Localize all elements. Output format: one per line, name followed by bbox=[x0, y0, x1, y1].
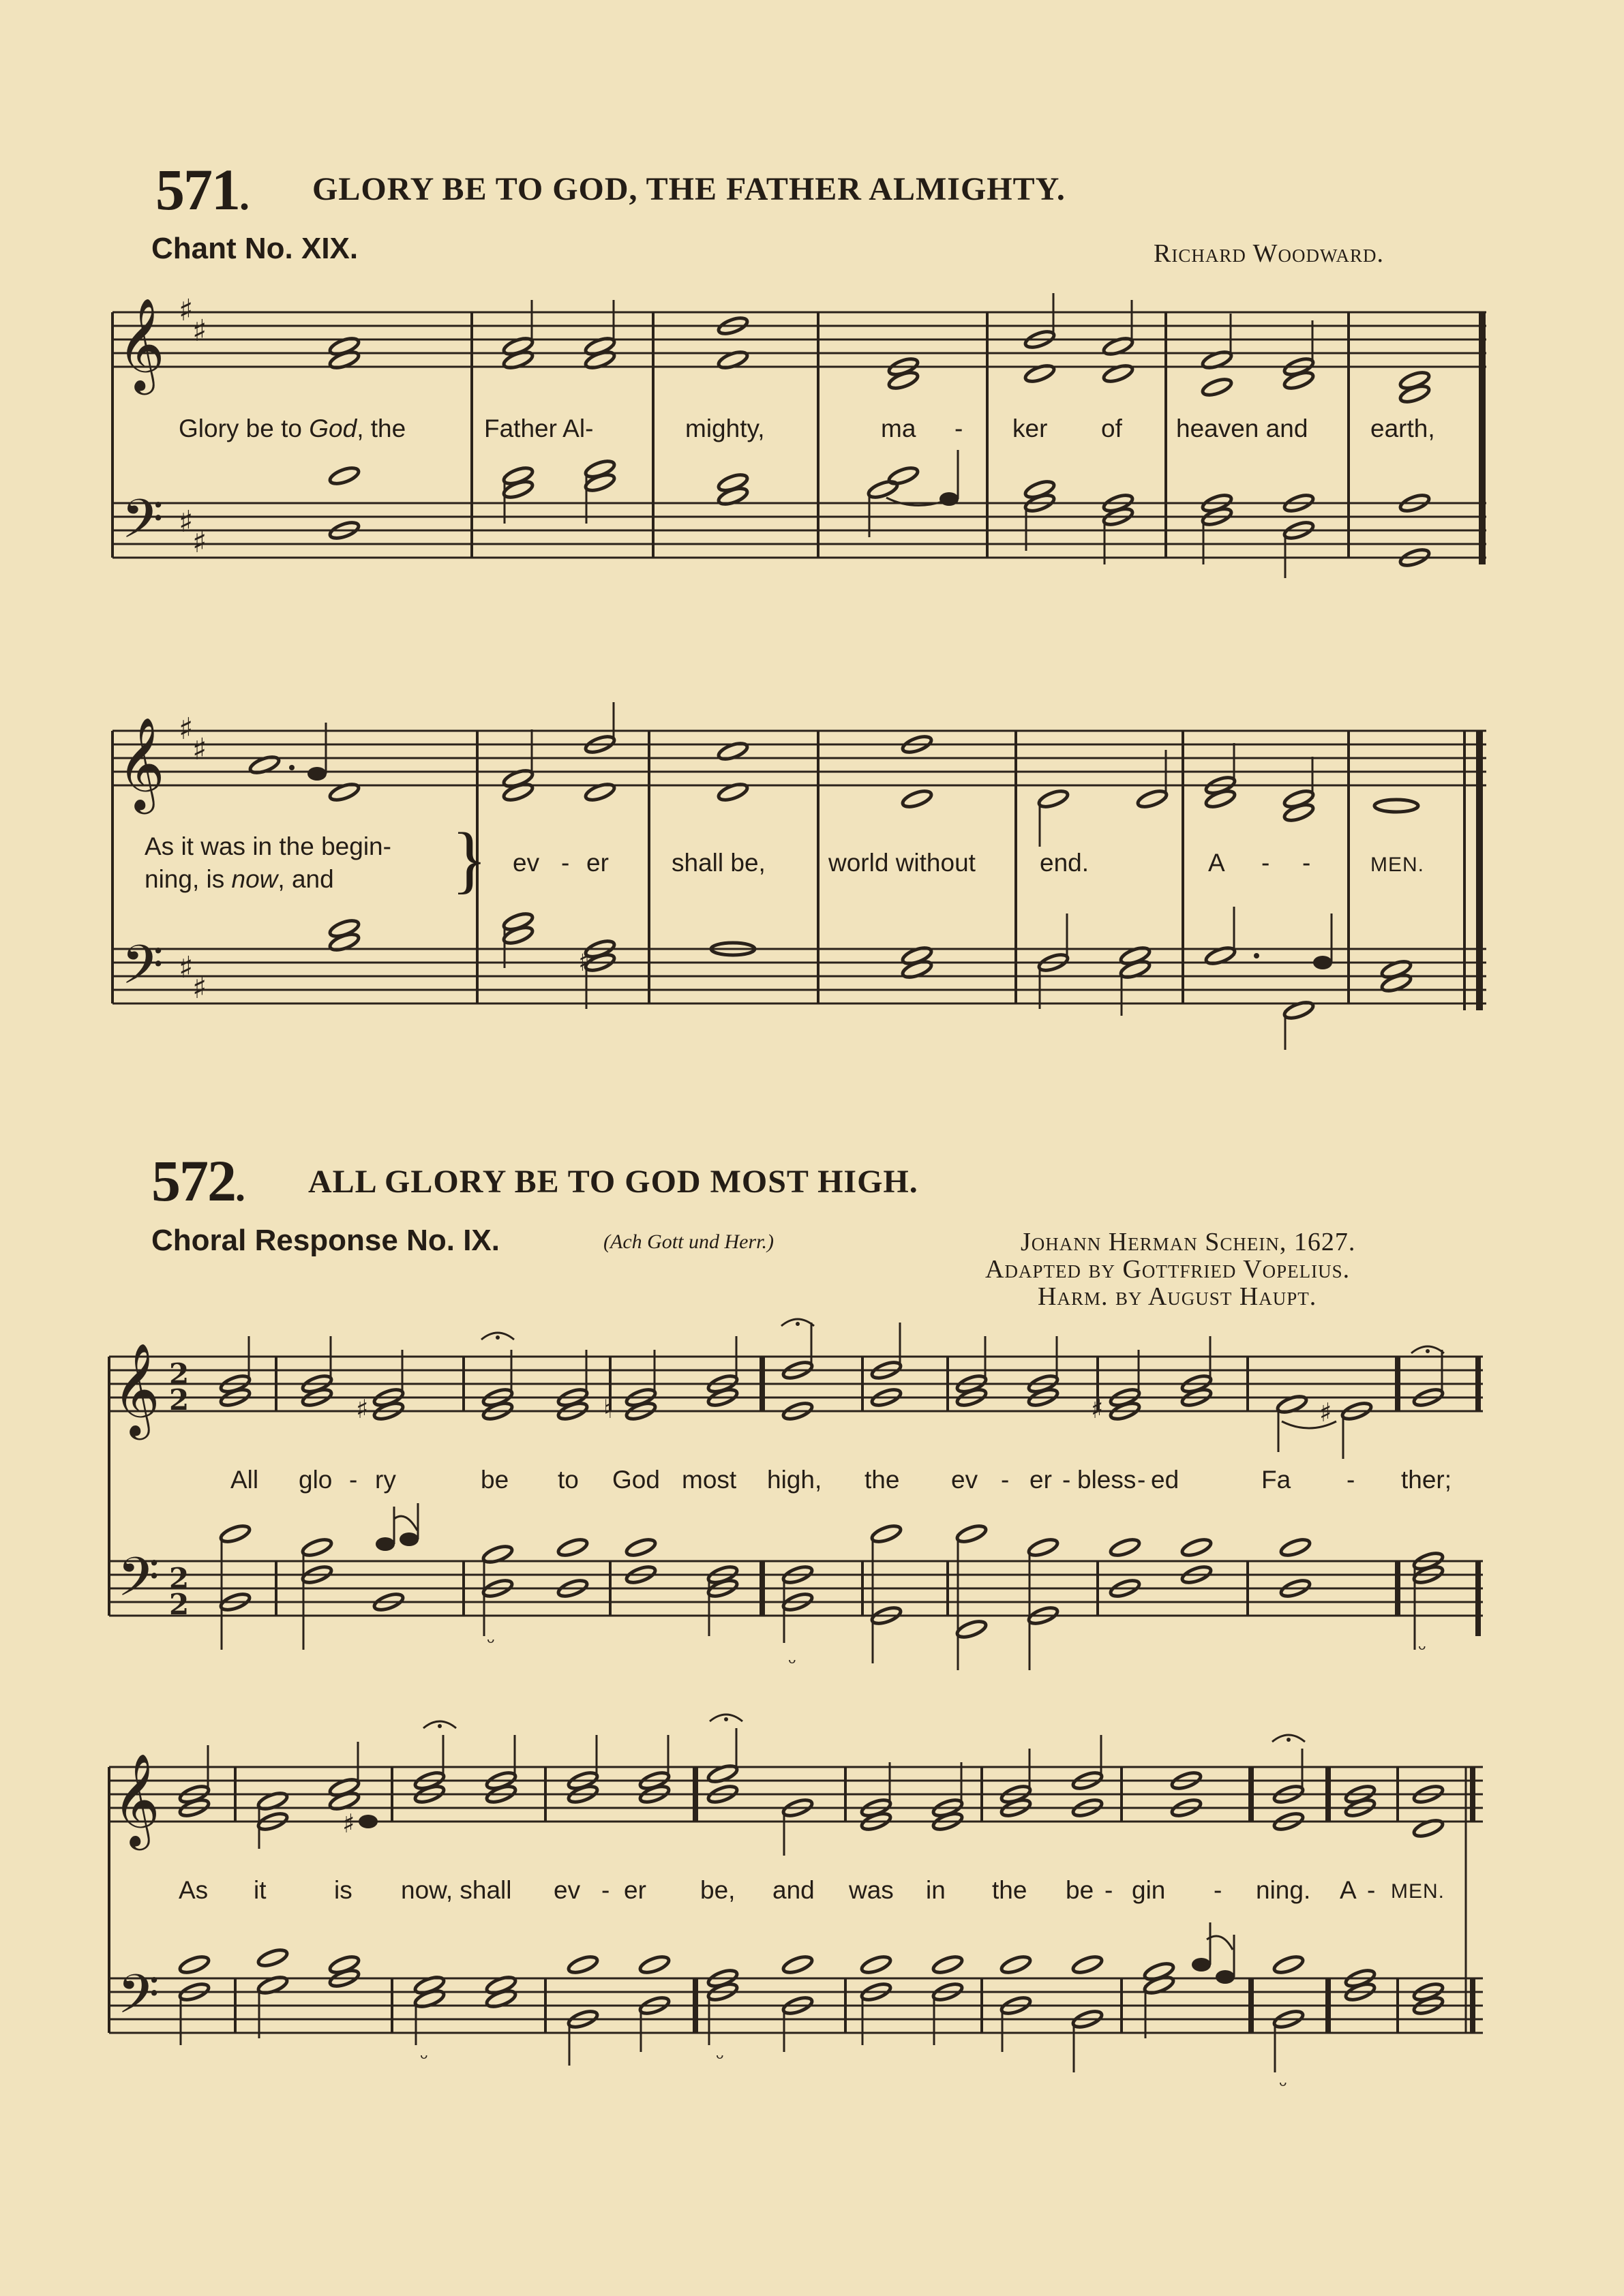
hymn-572-tune: (Ach Gott und Herr.) bbox=[603, 1230, 774, 1253]
lyric-ev: ev bbox=[951, 1466, 978, 1494]
lyric-god: God bbox=[612, 1466, 660, 1494]
svg-text:2: 2 bbox=[169, 1562, 190, 1595]
lyric-all: All bbox=[230, 1466, 259, 1494]
lyric-hyphen: - bbox=[1214, 1876, 1222, 1904]
svg-text:♯: ♯ bbox=[179, 950, 194, 985]
composer-text: Harm. by August Haupt. bbox=[1038, 1282, 1317, 1311]
lyric-as-it-was-block bbox=[145, 830, 465, 896]
lyric-hyphen: - bbox=[1104, 1876, 1113, 1904]
lyric-hyphen: - bbox=[601, 1876, 610, 1904]
lyric-ning: ning. bbox=[1256, 1876, 1311, 1904]
lyric-as: As bbox=[179, 1876, 209, 1904]
lyric-line-2 bbox=[145, 863, 465, 896]
lyric-be: be bbox=[481, 1466, 509, 1494]
lyric-line-1: As it was in the begin- bbox=[145, 832, 391, 860]
lyric-hyphen: - bbox=[1137, 1466, 1146, 1494]
lyric-the: the bbox=[992, 1876, 1027, 1904]
lyric-hyphen: - bbox=[349, 1466, 358, 1494]
lyric-hyphen: - bbox=[1302, 849, 1311, 877]
lyric-fa: Fa bbox=[1261, 1466, 1291, 1494]
lyric-er: er bbox=[586, 849, 609, 877]
hymn-number-text: 572 bbox=[151, 1148, 235, 1213]
lyric-of: of bbox=[1101, 414, 1122, 442]
lyric-in: in bbox=[926, 1876, 946, 1904]
hymn-572-subtitle: Choral Response No. IX. bbox=[151, 1224, 500, 1257]
lyric-hyphen: - bbox=[1347, 1466, 1355, 1494]
svg-text:♮: ♮ bbox=[603, 1394, 613, 1424]
hymn-572-composer-1: Johann Herman Schein, 1627. bbox=[1021, 1228, 1356, 1256]
lyric-text: , the bbox=[357, 414, 406, 442]
lyric-hyphen: - bbox=[1261, 849, 1270, 877]
lyric-mighty: mighty, bbox=[685, 414, 765, 442]
lyric-high: high, bbox=[767, 1466, 822, 1494]
lyric-ed: ed bbox=[1151, 1466, 1179, 1494]
lyric-now-shall: now, shall bbox=[401, 1876, 512, 1904]
hymn-572-number: 572. bbox=[151, 1148, 244, 1213]
lyric-hyphen: - bbox=[1062, 1466, 1071, 1494]
lyric-text: , and bbox=[277, 865, 334, 893]
lyric-text: ning, is bbox=[145, 865, 232, 893]
lyric-a: A bbox=[1208, 849, 1225, 877]
lyric-it: it bbox=[254, 1876, 267, 1904]
svg-text:𝄢: 𝄢 bbox=[117, 1963, 160, 2039]
lyric-ry: ry bbox=[375, 1466, 396, 1494]
svg-text:♯: ♯ bbox=[179, 293, 194, 328]
lyric-was: was bbox=[849, 1876, 894, 1904]
lyric-ther: ther; bbox=[1401, 1466, 1452, 1494]
svg-text:ᵕ: ᵕ bbox=[420, 2047, 429, 2071]
lyric-heaven-and: heaven and bbox=[1176, 414, 1308, 442]
svg-text:2: 2 bbox=[169, 1383, 190, 1417]
lyric-er: er bbox=[1029, 1466, 1052, 1494]
lyric-a: A bbox=[1340, 1876, 1357, 1904]
svg-text:ᵕ: ᵕ bbox=[487, 1631, 496, 1655]
lyric-hyphen: - bbox=[1367, 1876, 1376, 1904]
svg-text:ᵕ: ᵕ bbox=[1279, 2074, 1288, 2098]
svg-text:2: 2 bbox=[169, 1588, 190, 1621]
svg-text:♯: ♯ bbox=[192, 732, 207, 767]
hymn-571-subtitle: Chant No. XIX. bbox=[151, 232, 359, 265]
svg-text:ᵕ: ᵕ bbox=[716, 2047, 725, 2071]
svg-text:𝄞: 𝄞 bbox=[112, 1342, 160, 1436]
svg-text:𝄢: 𝄢 bbox=[121, 487, 164, 564]
lyric-bless: bless bbox=[1077, 1466, 1137, 1494]
lyric-and: and bbox=[772, 1876, 815, 1904]
svg-text:♯: ♯ bbox=[179, 712, 194, 746]
lyric-ev: ev bbox=[513, 849, 540, 877]
lyric-father-al: Father Al- bbox=[484, 414, 594, 442]
lyric-hyphen: - bbox=[954, 414, 963, 442]
svg-text:ᵕ: ᵕ bbox=[1418, 1638, 1427, 1662]
hymn-571-composer: Richard Woodward. bbox=[1154, 239, 1385, 268]
svg-text:𝄞: 𝄞 bbox=[117, 297, 165, 391]
svg-text:♯: ♯ bbox=[1091, 1394, 1104, 1424]
lyric-to: to bbox=[558, 1466, 579, 1494]
lyric-ev: ev bbox=[554, 1876, 581, 1904]
hymn-572-composer-3 bbox=[1038, 1282, 1317, 1312]
hymn-571-title: GLORY BE TO GOD, THE FATHER ALMIGHTY. bbox=[312, 171, 1066, 207]
svg-text:♯: ♯ bbox=[179, 504, 194, 539]
hymn-number-text: 571 bbox=[155, 157, 239, 222]
svg-text:2: 2 bbox=[169, 1357, 190, 1391]
lyric-hyphen: - bbox=[561, 849, 570, 877]
lyric-glo: glo bbox=[299, 1466, 333, 1494]
brace-icon: } bbox=[451, 817, 487, 901]
lyric-hyphen: - bbox=[1001, 1466, 1010, 1494]
svg-text:♯: ♯ bbox=[192, 314, 207, 348]
lyric-shall-be: shall be, bbox=[672, 849, 766, 877]
lyric-ma: ma bbox=[881, 414, 916, 442]
svg-text:♯: ♯ bbox=[192, 525, 207, 560]
lyric-most: most bbox=[682, 1466, 737, 1494]
lyric-er: er bbox=[624, 1876, 646, 1904]
lyric-glory-be-to bbox=[179, 414, 406, 443]
svg-text:♯: ♯ bbox=[192, 971, 207, 1006]
lyric-text-italic: now bbox=[231, 865, 278, 893]
lyric-earth: earth, bbox=[1370, 414, 1435, 442]
svg-text:𝄢: 𝄢 bbox=[117, 1545, 160, 1622]
hymn-572-composer-2 bbox=[985, 1254, 1350, 1284]
svg-text:♯: ♯ bbox=[1319, 1398, 1332, 1428]
svg-text:♯: ♯ bbox=[578, 946, 592, 978]
hymn-572-title: ALL GLORY BE TO GOD MOST HIGH. bbox=[308, 1164, 918, 1200]
lyric-be: be, bbox=[700, 1876, 736, 1904]
lyric-world-without: world without bbox=[828, 849, 976, 877]
hymn-571-number: 571. bbox=[155, 157, 248, 222]
lyric-men: MEN. bbox=[1370, 854, 1424, 876]
lyric-end: end. bbox=[1040, 849, 1089, 877]
lyric-text-italic: God bbox=[309, 414, 357, 442]
svg-text:𝄞: 𝄞 bbox=[117, 716, 165, 810]
lyric-ker: ker bbox=[1012, 414, 1048, 442]
lyric-be: be bbox=[1066, 1876, 1094, 1904]
lyric-is: is bbox=[334, 1876, 352, 1904]
svg-text:ᵕ: ᵕ bbox=[788, 1652, 797, 1676]
lyric-gin: gin bbox=[1132, 1876, 1166, 1904]
svg-text:𝄞: 𝄞 bbox=[112, 1752, 160, 1846]
svg-text:♯: ♯ bbox=[342, 1809, 355, 1839]
svg-text:𝄢: 𝄢 bbox=[121, 933, 164, 1010]
lyric-text: Glory be to bbox=[179, 414, 310, 442]
lyric-men: MEN. bbox=[1391, 1880, 1445, 1903]
svg-text:♯: ♯ bbox=[356, 1394, 369, 1424]
lyric-the: the bbox=[864, 1466, 900, 1494]
composer-text: Adapted by Gottfried Vopelius. bbox=[985, 1255, 1351, 1284]
